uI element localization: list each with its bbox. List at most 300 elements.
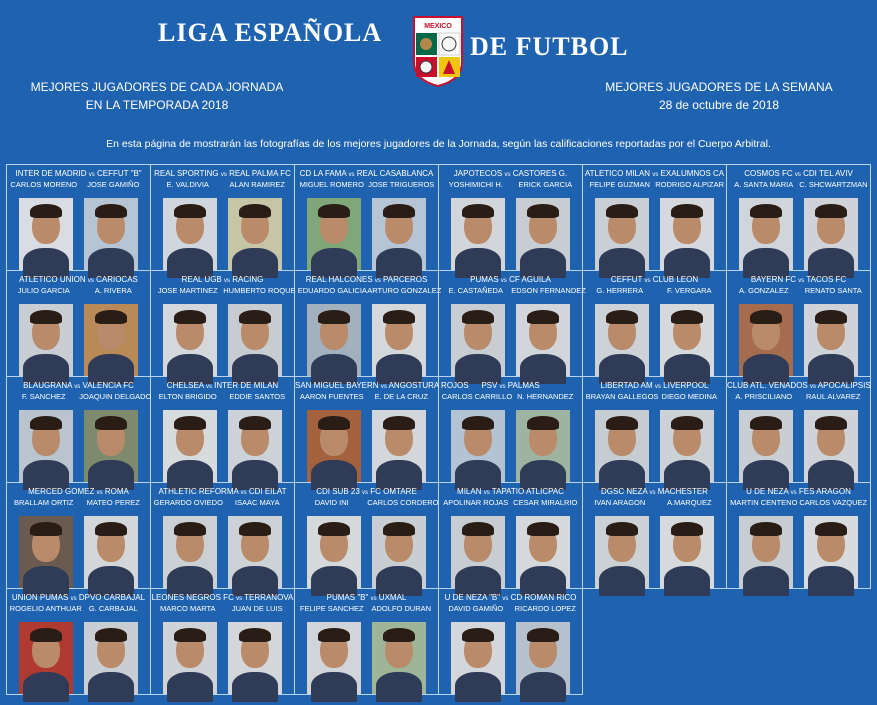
player-name-home: YOSHIMICHI H. [448,180,503,189]
player-photo-home[interactable] [19,410,73,482]
player-photo-home[interactable] [163,198,217,270]
player-name-away: RODRIGO ALPIZAR [655,180,725,189]
player-hair [462,522,494,536]
player-photos [583,508,726,588]
player-hair [318,310,350,324]
vs-label: vs [644,278,651,284]
player-body [311,672,357,702]
player-photos [439,614,582,694]
vs-label: vs [374,278,381,284]
player-photo-away[interactable] [84,410,138,482]
player-names [295,391,438,402]
match-title [151,274,294,285]
player-photo-away[interactable] [372,516,426,588]
player-photos [439,190,582,270]
player-photos [7,190,150,270]
player-photo-away[interactable] [228,304,282,376]
player-photo-away[interactable] [660,198,714,270]
player-names [439,497,582,508]
player-name-away: CARLOS CORDERO [367,498,439,507]
week-section-header [588,78,850,114]
player-body [23,672,69,702]
player-photo-home[interactable] [451,622,505,694]
vs-label: vs [348,172,355,178]
away-team: UXMAL [378,593,407,602]
home-team: CHELSEA [166,381,204,390]
match-title [295,274,438,285]
player-hair [462,628,494,642]
away-team: PARCEROS [383,275,428,284]
player-photos [151,296,294,376]
player-photos [583,296,726,376]
player-body [520,672,566,702]
player-photo-away[interactable] [516,304,570,376]
match-title [7,592,150,603]
player-hair [383,522,415,536]
player-names [439,391,582,402]
player-names [7,179,150,190]
match-cell [727,377,871,483]
player-photo-home[interactable] [595,410,649,482]
home-team: INTER DE MADRID [15,169,87,178]
player-photo-away[interactable] [372,304,426,376]
player-photo-home[interactable] [163,516,217,588]
player-name-home: ELTON BRIGIDO [158,392,217,401]
player-body [88,672,134,702]
home-team: REAL UGB [181,275,222,284]
home-team: PUMAS [470,275,499,284]
vs-label: vs [87,278,94,284]
match-cell [583,165,727,271]
player-names [151,179,294,190]
player-name-away: RAUL ALVAREZ [806,392,861,401]
vs-label: vs [88,172,95,178]
player-photo-away[interactable] [372,410,426,482]
match-cell [7,165,151,271]
match-title [727,486,870,497]
vs-label: vs [652,172,659,178]
player-name-home: APOLINAR ROJAS [443,498,509,507]
player-photo-home[interactable] [19,516,73,588]
vs-label: vs [500,278,507,284]
player-hair [174,416,206,430]
player-name-away: ADOLFO DURAN [371,604,432,613]
season-section-header [26,78,288,114]
away-team: FC OMTARE [370,487,417,496]
vs-label: vs [362,490,369,496]
player-hair [750,522,782,536]
match-cell [583,377,727,483]
player-photo-away[interactable] [228,410,282,482]
match-title [727,168,870,179]
player-hair [462,204,494,218]
players-grid [6,164,871,695]
player-photo-home[interactable] [163,410,217,482]
player-photo-home[interactable] [19,622,73,694]
player-name-away: EDSON FERNANDEZ [511,286,586,295]
match-title [583,486,726,497]
player-photo-home[interactable] [595,516,649,588]
player-hair [30,204,62,218]
match-cell [151,165,295,271]
player-hair [95,416,127,430]
home-team: SAN MIGUEL BAYERN [295,381,379,390]
player-hair [383,204,415,218]
player-photo-away[interactable] [660,410,714,482]
intro-text: En esta página de mostrarán las fotografías de los mejores jugadores de la Jornada, según las calificaciones reportadas por el Cuerpo Arbitral. [106,138,771,150]
player-name-home: IVAN ARAGON [594,498,646,507]
player-photos [295,614,438,694]
match-cell [295,377,469,483]
player-photo-away[interactable] [516,198,570,270]
player-hair [318,204,350,218]
player-hair [527,310,559,324]
player-name-home: DAVID INI [314,498,349,507]
player-hair [462,310,494,324]
player-photos [583,190,726,270]
player-photo-home[interactable] [307,410,361,482]
match-title [439,592,582,603]
match-title [151,168,294,179]
player-name-home: ROGELIO ANTHUAR [9,604,82,613]
player-name-home: GERARDO OVIEDO [153,498,223,507]
player-photo-away[interactable] [660,304,714,376]
player-name-home: FELIPE SANCHEZ [299,604,364,613]
player-name-away: RENATO SANTA [804,286,862,295]
player-photo-home[interactable] [595,304,649,376]
match-title [439,380,582,391]
player-body [232,672,278,702]
player-name-away: N. HERNANDEZ [517,392,574,401]
player-hair [174,522,206,536]
player-photo-home[interactable] [739,410,793,482]
player-photo-home[interactable] [19,304,73,376]
home-team: ATHLETIC REFORMA [158,487,239,496]
player-photo-home[interactable] [739,198,793,270]
player-photos [7,508,150,588]
player-photos [295,296,438,376]
week-header-date: 28 de octubre de 2018 [658,98,780,112]
player-hair [30,522,62,536]
player-name-away: HUMBERTO ROQUE [223,286,296,295]
player-photos [727,402,870,482]
vs-label: vs [483,490,490,496]
player-photo-away[interactable] [516,622,570,694]
player-hair [174,310,206,324]
player-names [583,497,726,508]
player-body [599,566,645,596]
player-hair [383,416,415,430]
away-team: ROMA [104,487,129,496]
player-names [7,391,150,402]
player-name-home: MARTIN CENTENO [730,498,798,507]
away-team: CEFFUT "B" [96,169,142,178]
vs-label: vs [794,172,801,178]
player-name-home: DAVID GAMIÑO [448,604,504,613]
match-title [295,592,438,603]
player-name-home: F. SANCHEZ [21,392,66,401]
match-cell [439,271,586,377]
player-photo-away[interactable] [804,304,858,376]
vs-label: vs [810,384,816,390]
player-photo-away[interactable] [516,516,570,588]
home-team: JAPOTECOS [453,169,503,178]
player-photo-away[interactable] [516,410,570,482]
player-names [583,179,726,190]
away-team: RACING [232,275,264,284]
away-team: DPVO CARBAJAL [78,593,146,602]
player-name-away: ARTURO GONZALEZ [367,286,442,295]
player-hair [671,416,703,430]
away-team: CDI TEL AVIV [803,169,853,178]
player-photo-away[interactable] [804,516,858,588]
player-photos [727,190,870,270]
vs-label: vs [504,172,511,178]
match-cell [7,483,151,589]
player-hair [95,310,127,324]
vs-label: vs [380,384,387,390]
player-hair [174,628,206,642]
season-header-line2: EN LA TEMPORADA 2018 [85,98,229,112]
player-name-away: JOSE TRIGUEROS [368,180,435,189]
match-title [295,168,438,179]
vs-label: vs [502,596,509,602]
player-photo-away[interactable] [228,516,282,588]
player-hair [606,522,638,536]
player-names [151,603,294,614]
vs-label: vs [96,490,103,496]
vs-label: vs [240,490,247,496]
player-hair [606,310,638,324]
player-photo-home[interactable] [307,198,361,270]
home-team: CEFFUT [610,275,643,284]
match-cell [439,165,583,271]
match-title [7,168,150,179]
player-body [455,672,501,702]
player-photo-away[interactable] [84,304,138,376]
player-hair [174,204,206,218]
player-photo-home[interactable] [739,304,793,376]
player-photos [439,296,582,376]
player-name-away: A. RIVERA [94,286,132,295]
player-hair [815,310,847,324]
home-team: REAL SPORTING [154,169,219,178]
vs-label: vs [790,490,797,496]
player-hair [750,416,782,430]
away-team: CD ROMAN RICO [510,593,577,602]
player-photos [151,190,294,270]
match-cell [727,483,871,589]
player-photo-away[interactable] [804,198,858,270]
player-photo-home[interactable] [451,304,505,376]
match-title [7,274,150,285]
player-names [727,285,870,296]
player-hair [239,416,271,430]
player-name-away: G. CARBAJAL [88,604,138,613]
player-name-home: JOSE MARTINEZ [157,286,218,295]
vs-label: vs [499,384,506,390]
match-title [7,486,150,497]
vs-label: vs [654,384,661,390]
player-photo-away[interactable] [372,198,426,270]
away-team: REAL PALMA FC [229,169,291,178]
player-names [439,179,582,190]
player-photo-home[interactable] [595,198,649,270]
player-hair [95,522,127,536]
player-photo-away[interactable] [804,410,858,482]
player-photo-away[interactable] [228,622,282,694]
home-team: U DE NEZA "B" [444,593,501,602]
player-photo-away[interactable] [228,198,282,270]
player-name-away: E. DE LA CRUZ [374,392,428,401]
match-title [727,380,870,391]
player-name-home: G. HERRERA [596,286,644,295]
player-names [727,497,870,508]
player-photos [7,614,150,694]
player-hair [527,628,559,642]
player-hair [318,416,350,430]
away-team: CLUB LEON [652,275,699,284]
match-cell [7,377,151,483]
player-hair [671,204,703,218]
match-title [439,486,582,497]
vs-label: vs [798,278,805,284]
player-hair [383,310,415,324]
match-cell [295,271,442,377]
away-team: REAL CASABLANCA [356,169,434,178]
home-team: LIBERTAD AM [600,381,653,390]
player-photo-away[interactable] [660,516,714,588]
player-photos [583,402,726,482]
match-cell [439,377,583,483]
player-photo-home[interactable] [19,198,73,270]
player-photos [151,614,294,694]
player-name-home: CARLOS CARRILLO [441,392,513,401]
player-photos [727,296,870,376]
match-title [583,380,726,391]
player-photo-home[interactable] [307,304,361,376]
player-photo-home[interactable] [739,516,793,588]
match-title [583,168,726,179]
home-team: REAL HALCONES [305,275,373,284]
match-title [151,592,294,603]
away-team: TERRANOVA [244,593,294,602]
player-photos [295,508,438,588]
player-photo-home[interactable] [163,622,217,694]
player-name-home: A. SANTA MARIA [734,180,794,189]
player-photos [439,508,582,588]
player-hair [527,522,559,536]
home-team: BAYERN FC [750,275,797,284]
player-name-away: C. SHCWARTZMAN [799,180,868,189]
player-name-home: BRALLAM ORTIZ [14,498,74,507]
player-photos [151,508,294,588]
player-names [727,179,870,190]
player-hair [30,416,62,430]
vs-label: vs [224,278,231,284]
vs-label: vs [70,596,77,602]
player-name-away: DIEGO MEDINA [661,392,717,401]
away-team: PALMAS [507,381,540,390]
player-name-away: ERICK GARCIA [518,180,573,189]
player-photos [439,402,582,482]
player-body [664,566,710,596]
vs-label: vs [220,172,227,178]
player-photo-away[interactable] [84,622,138,694]
player-name-home: EDUARDO GALICIA [297,286,367,295]
player-names [583,285,726,296]
match-cell [151,271,295,377]
player-body [167,672,213,702]
match-cell [7,589,151,695]
away-team: APOCALIPSIS [817,381,871,390]
away-team: MACHESTER [657,487,708,496]
player-photo-away[interactable] [84,516,138,588]
player-hair [239,204,271,218]
away-team: INTER DE MILAN [214,381,279,390]
player-name-home: CARLOS MORENO [10,180,78,189]
player-photo-home[interactable] [307,622,361,694]
away-team: EXALUMNOS CA [660,169,725,178]
player-name-home: E. CASTAÑEDA [448,286,503,295]
match-title [151,486,294,497]
home-team: LEONES NEGROS FC [151,593,234,602]
player-body [743,566,789,596]
player-name-away: JOAQUIN DELGADO [79,392,152,401]
player-hair [95,628,127,642]
vs-label: vs [649,490,656,496]
match-title [295,486,438,497]
player-photo-home[interactable] [451,198,505,270]
league-crest-icon [411,14,465,88]
home-team: UNION PUMAS [11,593,69,602]
player-names [295,285,442,296]
away-team: TAPATIO ATLICPAC [491,487,564,496]
match-cell [151,377,295,483]
player-names [7,603,150,614]
player-hair [239,628,271,642]
player-name-home: JULIO GARCIA [17,286,70,295]
player-name-away: EDDIE SANTOS [229,392,286,401]
player-hair [527,416,559,430]
player-name-home: AARON FUENTES [299,392,364,401]
player-photo-home[interactable] [163,304,217,376]
player-names [583,391,726,402]
player-photos [295,402,438,482]
player-photo-home[interactable] [451,410,505,482]
player-photo-away[interactable] [372,622,426,694]
home-team: BLAUGRANA [23,381,72,390]
player-hair [671,522,703,536]
player-hair [239,522,271,536]
player-name-home: MIGUEL ROMERO [299,180,364,189]
player-photo-away[interactable] [84,198,138,270]
player-photo-home[interactable] [307,516,361,588]
player-names [151,285,294,296]
player-name-home: E. VALDIVIA [166,180,209,189]
player-hair [606,416,638,430]
player-photos [151,402,294,482]
match-title [583,274,726,285]
match-cell [727,271,871,377]
match-title [727,274,870,285]
home-team: DGSC NEZA [601,487,648,496]
player-name-away: JOSE GAMIÑO [87,180,140,189]
player-body [376,672,422,702]
player-photo-home[interactable] [451,516,505,588]
player-body [808,566,854,596]
player-hair [239,310,271,324]
